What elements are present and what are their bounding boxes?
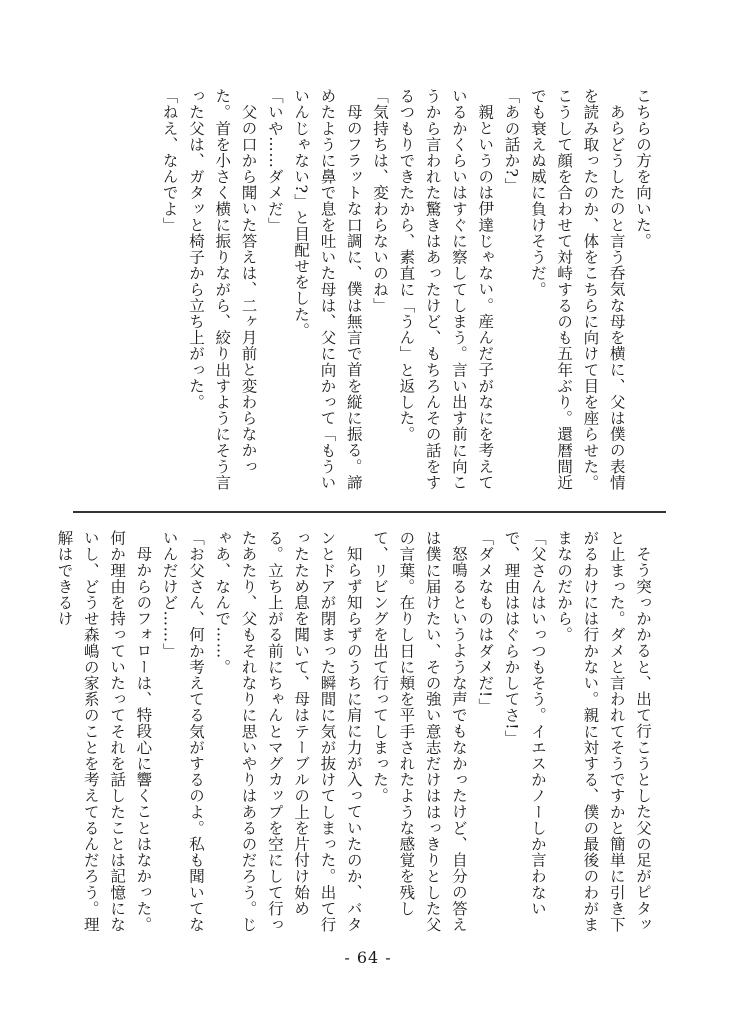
paragraph: あらどうしたのと言う呑気な母を横に、父は僕の表情を読み取ったのか、体をこちらに向けて目を座らせた。こうして顔を合わせて対峙するのも五年ぶり。還暦間近でも衰えぬ威に負けそうだ。 (528, 88, 626, 491)
dialogue-line: 「気持ちは、変わらないのね」 (371, 88, 390, 314)
section-divider (73, 511, 666, 513)
page-number: - 64 - (344, 948, 392, 967)
paragraph: 知らず知らずのうちに肩に力が入っていたのか、バタンとドアが閉まった瞬間に気が抜けてしまった。出て行ったため息を聞いて、母はテーブルの上を片付け始める。立ち上がる前にちゃんとマグカップを空にして行ったあたり、父もそれなりに思いやりはあるのだろう。じゃあ、なんで……。 (213, 530, 363, 933)
dialogue-line: 「ダメなものはダメだ!」 (476, 530, 495, 714)
dialogue-line: 「ねえ、なんでよ」 (160, 88, 179, 233)
dialogue-line: 「あの話か?」 (502, 88, 521, 194)
paragraph: 父の口から聞いた答えは、二ヶ月前と変わらなかった。首を小さく横に振りながら、絞り出すようにそう言った父は、ガタッと椅子から立ち上がった。 (186, 88, 258, 491)
paragraph: 母のフラットな口調に、僕は無言で首を縦に振る。諦めたように鼻で息を吐いた母は、父に向かって「もういいんじゃない?」と目配せをした。 (292, 88, 363, 491)
paragraph: そう突っかかると、出て行こうとした父の足がピタッと止まった。ダメと言われてそうですかと簡単に引き下がるわけには行かない。親に対する、僕の最後のわがままなのだから。 (555, 530, 652, 933)
dialogue-line: 「いや……ダメだ」 (265, 88, 284, 233)
dialogue-line: 「父さんはいっつもそう。イエスかノーしか言わないで、理由ははぐらかしてさ!」 (502, 530, 547, 917)
paragraph: こちらの方を向いた。 (634, 88, 652, 249)
paragraph: 母からのフォローは、特段心に響くことはなかった。何か理由を持っていたってそれを話したことは記憶にないし、どうせ森嶋の家系のことを考えてるんだろう。理解はできるけ (55, 530, 153, 933)
dialogue-line: 「お父さん、何か考えてる気がするのよ。私も聞いてないんだけど……」 (160, 530, 205, 933)
paragraph: 親というのは伊達じゃない。産んだ子がなにを考えているかくらいはすぐに察してしまう。言い出す前に向こうから言われた驚きはあったけど、もちろんその話をするつもりできたから、素直に「うん」と返した。 (397, 88, 495, 491)
top-text-block (116, 88, 656, 496)
paragraph: 怒鳴るというような声でもなかったけど、自分の答えは僕に届けたい、その強い意志だけははっきりとした父の言葉。在りし日に頬を平手されたような感覚を残して、リビングを出て行ってしまった。 (371, 530, 468, 933)
bottom-text-block (55, 530, 656, 938)
